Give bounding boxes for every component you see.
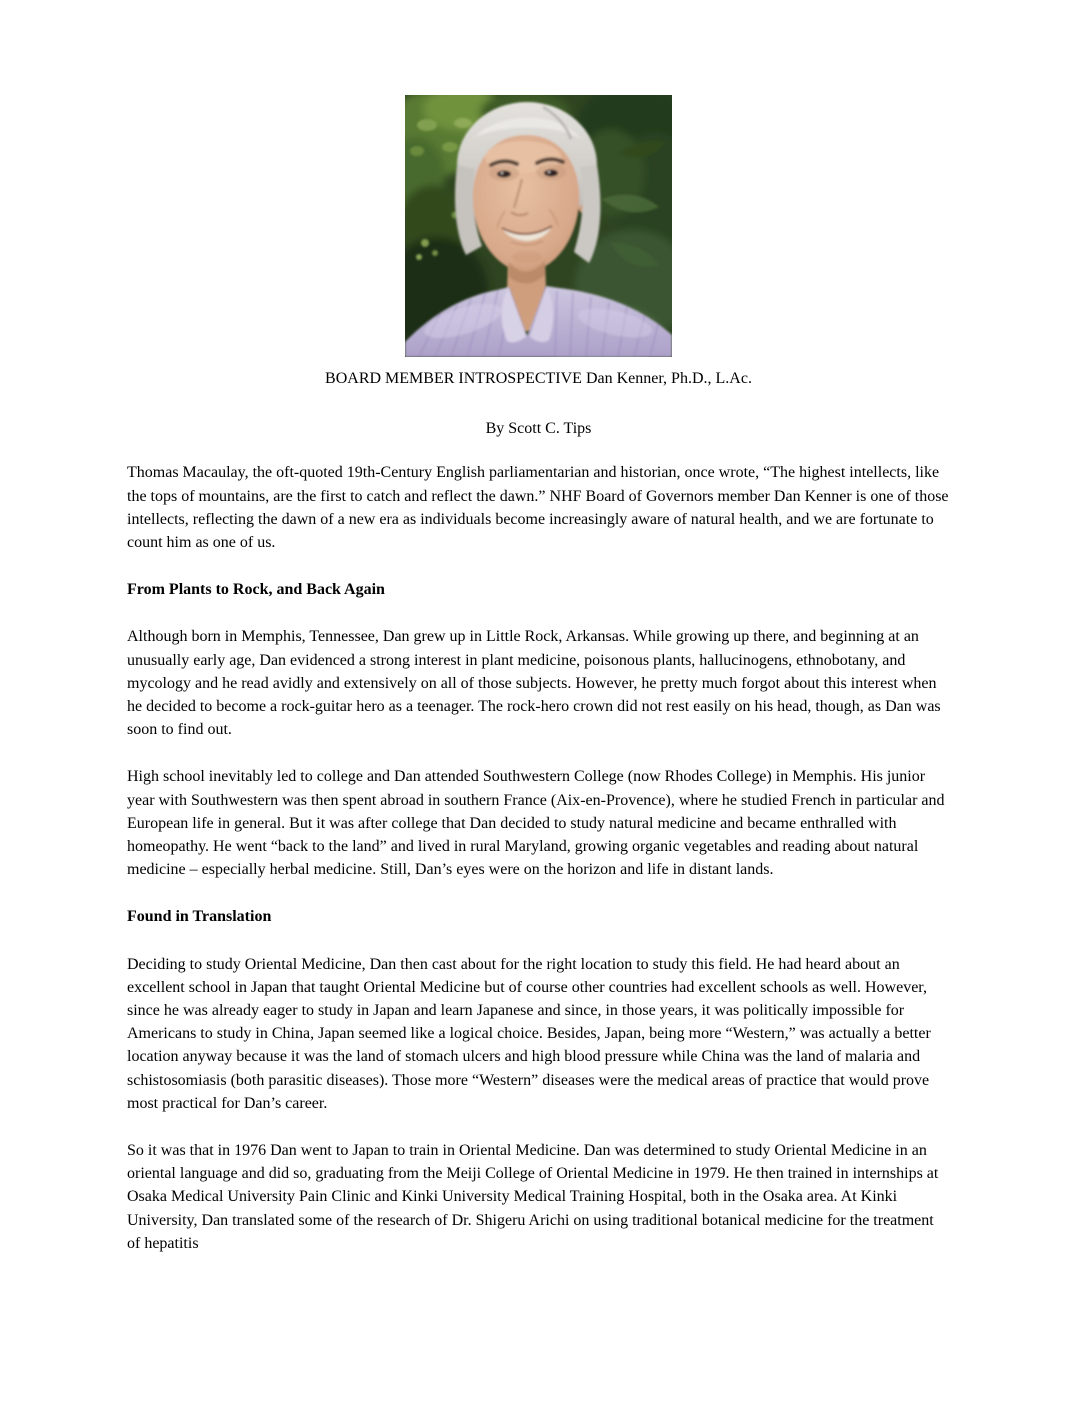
article-body	[127, 0, 950, 1255]
paragraph-early-life: Although born in Memphis, Tennessee, Dan grew up in Little Rock, Arkansas. While growing up there, and beginning at an unusually early age, Dan evidenced a strong interest in plant medicine, poisonous plants, hallucinogens, ethnobotany, and mycology and he read avidly and extensively on all of those subjects. However, he pretty much forgot about this interest when he decided to become a rock-guitar hero as a teenager. The rock-hero crown did not rest easily on his head, though, as Dan was soon to find out.	[127, 628, 941, 739]
portrait-illustration	[405, 95, 672, 357]
section-heading-found-in-translation: Found in Translation	[127, 908, 272, 926]
article-byline: By Scott C. Tips	[485, 420, 592, 438]
paragraph-intro: Thomas Macaulay, the oft-quoted 19th-Century English parliamentarian and historian, once wrote, “The highest intellects, like the tops of mountains, are the first to catch and reflect the dawn.” NHF Board of Governors member Dan Kenner is one of those intellects, reflecting the dawn of a new era as individuals become increasingly aware of natural health, and we are fortunate to count him as one of us.	[127, 464, 949, 552]
section-heading-from-plants-to-rock: From Plants to Rock, and Back Again	[127, 581, 385, 599]
paragraph-choosing-japan: Deciding to study Oriental Medicine, Dan then cast about for the right location to study this field. He had heard about an excellent school in Japan that taught Oriental Medicine but of course other countries had excellent schools as well. However, since he was already eager to study in Japan and learn Japanese and since, in those years, it was politically impossible for Americans to study in China, Japan seemed like a logical choice. Besides, Japan, being more “Western,” was actually a better location anyway because it was the land of stomach ulcers and high blood pressure while China was the land of malaria and schistosomiasis (both parasitic diseases). Those more “Western” diseases were the medical areas of practice that would prove most practical for Dan’s career.	[127, 955, 931, 1112]
article-title: BOARD MEMBER INTROSPECTIVE Dan Kenner, Ph.D., L.Ac.	[325, 370, 752, 387]
paragraph-training-in-japan: So it was that in 1976 Dan went to Japan to train in Oriental Medicine. Dan was determined to study Oriental Medicine in an oriental language and did so, graduating from the Meiji College of Oriental Medicine in 1979. He then trained in internships at Osaka Medical University Pain Clinic and Kinki University Medical Training Hospital, both in the Osaka area. At Kinki University, Dan translated some of the research of Dr. Shigeru Arichi on using traditional botanical medicine for the treatment of hepatitis	[127, 1142, 939, 1252]
paragraph-college: High school inevitably led to college and Dan attended Southwestern College (now Rhodes College) in Memphis. His junior year with Southwestern was then spent abroad in southern France (Aix-en-Provence), where he studied French in particular and European life in general. But it was after college that Dan decided to study natural medicine and became enthralled with homeopathy. He went “back to the land” and lived in rural Maryland, growing organic vegetables and reading about natural medicine – especially herbal medicine. Still, Dan’s eyes were on the horizon and life in distant lands.	[127, 768, 945, 879]
portrait-photo	[405, 95, 672, 357]
